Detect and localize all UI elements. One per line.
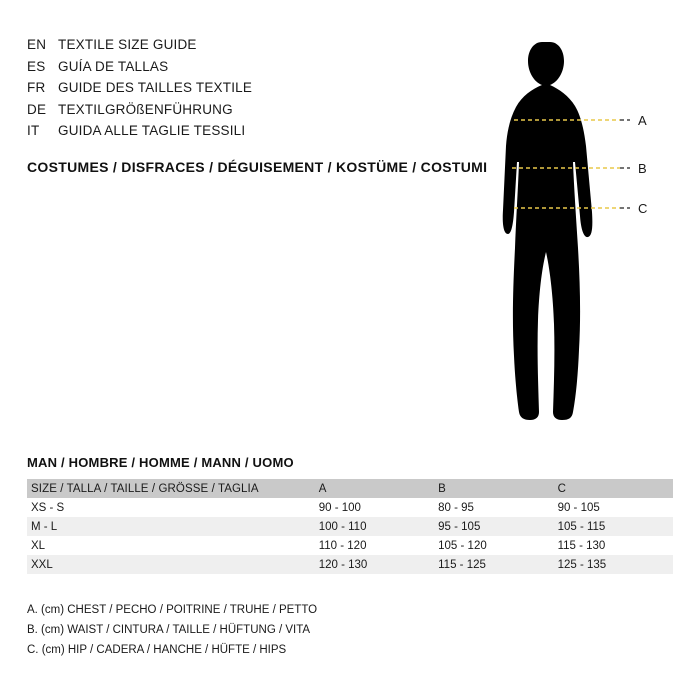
language-title: GUÍA DE TALLAS [58, 58, 169, 74]
page-subtitle: COSTUMES / DISFRACES / DÉGUISEMENT / KOSTÜME / COSTUMI [27, 159, 488, 175]
cell-waist: 115 - 125 [438, 558, 486, 571]
language-title: TEXTILGRÖßENFÜHRUNG [58, 101, 233, 117]
cell-size: XL [31, 539, 46, 552]
size-table-section [27, 455, 673, 574]
body-figure [470, 20, 700, 440]
size-table [27, 479, 673, 574]
marker-label-c: C [638, 201, 648, 216]
legend-item-waist: B. (cm) WAIST / CINTURA / TAILLE / HÜFTUNG / VITA [27, 624, 311, 636]
cell-chest: 100 - 110 [318, 520, 367, 533]
marker-label-a: A [638, 113, 647, 128]
language-code: EN [27, 37, 47, 52]
table-header-c: C [557, 482, 566, 495]
measurement-legend [27, 600, 317, 660]
language-code: ES [27, 58, 46, 74]
cell-size: XXL [31, 558, 53, 571]
legend-item-hip: C. (cm) HIP / CADERA / HANCHE / HÜFTE / HIPS [27, 644, 287, 656]
silhouette-shape [503, 42, 593, 420]
language-row [27, 120, 497, 142]
cell-hip: 90 - 105 [557, 501, 600, 514]
language-code: FR [27, 80, 46, 95]
table-header-row [27, 479, 673, 498]
table-row [27, 517, 673, 536]
cell-hip: 125 - 135 [557, 558, 607, 571]
language-title: TEXTILE SIZE GUIDE [58, 37, 197, 52]
language-code: IT [27, 123, 40, 138]
cell-chest: 90 - 100 [318, 501, 361, 514]
cell-hip: 115 - 130 [557, 539, 606, 552]
cell-waist: 105 - 120 [438, 539, 487, 552]
language-row [27, 99, 497, 121]
table-row [27, 498, 673, 517]
language-row [27, 77, 497, 99]
table-header-a: A [318, 482, 327, 495]
language-row [27, 56, 497, 78]
language-row [27, 34, 497, 56]
table-caption: MAN / HOMBRE / HOMME / MANN / UOMO [27, 455, 294, 470]
cell-waist: 80 - 95 [438, 501, 474, 514]
legend-item-chest: A. (cm) CHEST / PECHO / POITRINE / TRUHE / PETTO [27, 604, 318, 616]
cell-size: XS - S [31, 501, 65, 514]
table-header-b: B [438, 482, 446, 495]
cell-waist: 95 - 105 [438, 520, 481, 533]
language-list [27, 34, 497, 142]
cell-chest: 110 - 120 [318, 539, 367, 552]
cell-hip: 105 - 115 [557, 520, 606, 533]
cell-size: M - L [31, 520, 58, 533]
cell-chest: 120 - 130 [318, 558, 368, 571]
language-title: GUIDA ALLE TAGLIE TESSILI [58, 123, 246, 138]
language-title: GUIDE DES TAILLES TEXTILE [58, 80, 253, 95]
table-row [27, 555, 673, 574]
table-row [27, 536, 673, 555]
language-code: DE [27, 101, 47, 117]
marker-label-b: B [638, 161, 647, 176]
table-header-size: SIZE / TALLA / TAILLE / GRÖSSE / TAGLIA [31, 482, 259, 495]
